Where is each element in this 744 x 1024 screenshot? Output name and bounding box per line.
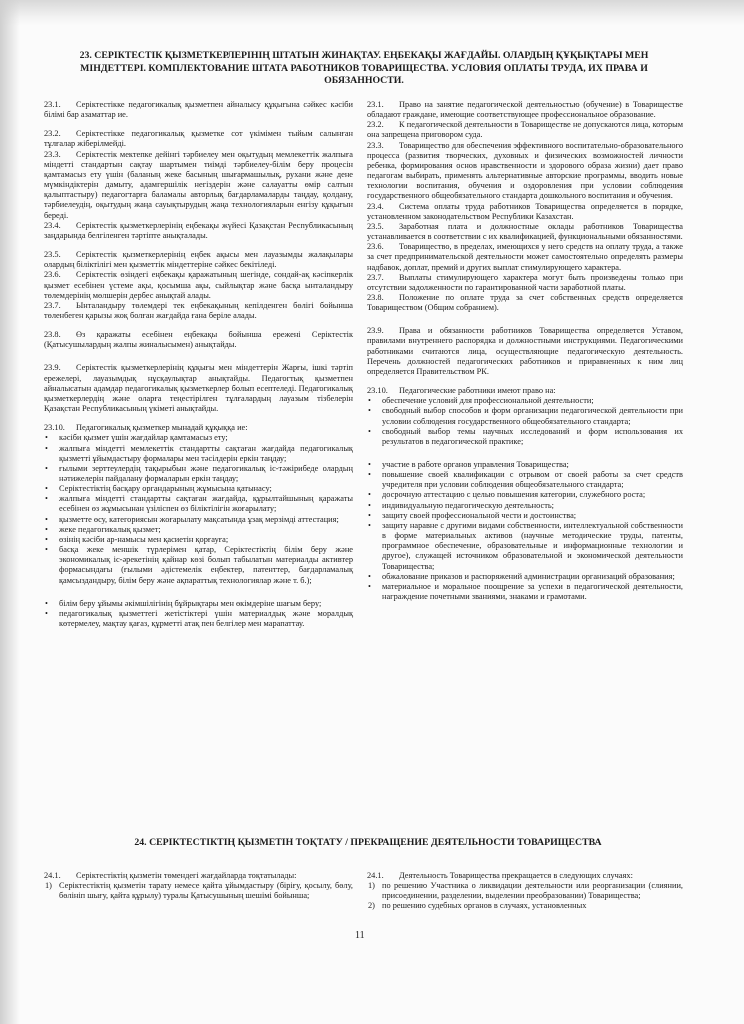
clause-23-2-kz: 23.2. Серіктестікке педагогикалық қызметке сот үкімімен тыйым салынған тұлғалар жіберілмейді. — [44, 129, 353, 149]
list-item: • басқа жеке меншік түрлерімен қатар, Серіктестіктің білім беру және экономикалық іс-әрекетінің қайнар көзі болып табылатын материалды активтер формасындағы (ғылыми әдістемелік еңбектер, патенттер, бағдарламалық қамсыздандыру, білім беру және ақпараттық технологиялар және т. б.); — [45, 545, 353, 585]
section-24-heading: 24. СЕРІКТЕСТІКТІҢ ҚЫЗМЕТІН ТОҚТАТУ / ПРЕКРАЩЕНИЕ ДЕЯТЕЛЬНОСТИ ТОВАРИЩЕСТВА — [134, 837, 602, 848]
scan-shadow-top — [0, 0, 744, 26]
list-item: • участие в работе органов управления Товарищества; — [368, 460, 569, 469]
clause-23-1-kz: 23.1. Серіктестікке педагогикалық қызметпен айналысу құқығына сәйкес кәсіби білімі бар азаматтар ие. — [44, 100, 353, 120]
clause-23-9-ru: 23.9. Права и обязанности работников Товарищества определяется Уставом, правилами внутреннего распорядка и должностными инструкциями. Педагогическими работниками считаются лица, осуществляющие педагогическую деятельность. Перечень должностей педагогических работников и приравненных к ним лиц определяется Правительством РК. — [367, 326, 683, 376]
section-23-ru-column — [367, 100, 683, 602]
clause-23-7-kz: 23.7. Ынталандыру төлемдері тек еңбекақының кепілденген бөлігі бойынша төленбеген қарызы жоқ болған жағдайда ғана беріле алады. — [44, 300, 353, 320]
list-item: • жалпыға міндетті мемлекеттік стандартты сақтаған жағдайда педагогикалық қызметті ұйымдастыру формалары мен тәсілдерін еркін таңдау; — [45, 443, 353, 463]
clause-23-6-kz: 23.6. Серіктестік өзіндегі еңбекақы қаражатының шегінде, сондай-ақ кәсіпкерлік қызмет есебінен үстеме ақы, қосымша ақы, сыйлықтар және басқа ынталандыру төлемдерінің мөлшерін дербес анықтай алады. — [44, 270, 353, 300]
clause-23-6-ru: 23.6. Товарищество, в пределах, имеющихся у него средств на оплату труда, а также за счет предпринимательской деятельности может самостоятельно определять размеры надбавок, доплат, премий и других выплат стимулирующего характера. — [367, 242, 683, 272]
list-item: • кәсіби қызмет үшін жағдайлар қамтамасыз ету; — [45, 433, 228, 443]
list-item: • свободный выбор темы научных исследований и форм использования их результатов в педагогической практике; — [368, 426, 683, 446]
clause-23-8-kz: 23.8. Өз қаражаты есебінен еңбекақы бойынша ережені Серіктестік (Қатысушылардың жалпы жиналысымен) анықтайды. — [44, 330, 353, 350]
list-item: • обеспечение условий для профессиональной деятельности; — [368, 396, 594, 406]
list-item: 2) по решению судебных органов в случаях, установленных — [368, 901, 587, 911]
list-item: • Серіктестіктің басқару органдарының жұмысына қатынасу; — [45, 484, 272, 494]
list-item: 1) по решению Участника о ликвидации деятельности или реорганизации (слиянии, присоединении, разделении, выделении преобразовании) Товарищества; — [368, 881, 683, 901]
clause-23-3-kz: 23.3. Серіктестік мектепке дейінгі тәрбиелеу мен оқытудың мемлекеттік жалпыға міндетті стандартын сақтау шартымен тиімді тәрбиелеу-білім беру процесін қамтамасыз ету үшін (баланың жеке басының шығармашылық, рухани және дене мүмкіндіктерін дамыту, адамгершілік негіздерін және салауатты өмір салтын қалыптастыру) педагогтарға баламалы авторлық бағдарламаларды таңдау, қолдану, тәрбиелеудің, оқытудың жаңа сауықтырудың жаңа технологияларын енгізу құқығын береді. — [44, 149, 353, 220]
list-item: • білім беру ұйымы әкімшілігінің бұйрықтары мен өкімдеріне шағым беру; — [45, 598, 322, 608]
scan-shadow-left — [0, 0, 20, 1024]
list-item: • өзінің кәсіби ар-намысы мен қасиетін қорғауға; — [45, 534, 229, 544]
clause-23-5-kz: 23.5. Серіктестік қызметкерлерінің еңбек ақысы мен лауазымды жалақылары олардың біліктілігі мен қызметтік міндеттеріне сәйкес бекітіледі. — [44, 250, 353, 270]
clause-23-4-kz: 23.4. Серіктестік қызметкерлерінің еңбекақы жүйесі Қазақстан Республикасының заңдарында белгіленген тәртіпте анықталады. — [44, 220, 353, 240]
list-item: • повышение своей квалификации с отрывом от своей работы за счет средств учредителя при условии соблюдения общеобязательного стандарта; — [368, 470, 683, 490]
list-item: • педагогикалық қызметтегі жетістіктері үшін материалдық және моралдық көтермелеу, мақтау қағаз, құрметті атақ пен белгілер мен марапаттау. — [45, 608, 353, 629]
clause-23-7-ru: 23.7. Выплаты стимулирующего характера могут быть произведены только при отсутствии задолженности по гарантированной части заработной платы. — [367, 272, 683, 292]
list-item: 1) Серіктестіктің қызметін тарату немесе қайта ұйымдастыру (біріғу, қосылу, бөлу, бөлініп шығу, қайта құрылу) туралы Қатысушының шешімі бойынша; — [45, 881, 353, 901]
list-item: • защиту наравне с другими видами собственности, интеллектуальной собственности в форме материальных активов (научные методические труды, патенты, программное обеспечение, образовательные и информационные технологии и другое), служащей источником образовательной и экономической деятельности Товарищества; — [368, 520, 683, 571]
clause-23-2-ru: 23.2. К педагогической деятельности в Товариществе не допускаются лица, которым она запрещена приговором суда. — [367, 120, 683, 140]
list-item: • досрочную аттестацию с целью повышения категории, служебного роста; — [368, 490, 646, 500]
list-item: • ғылыми зерттеулердің тақырыбын және педагогикалық іс-тәжірибеде олардың нәтижелерін пайдалану формаларын еркін таңдау; — [45, 463, 353, 483]
clause-23-10-ru: 23.10. Педагогические работники имеют право на: — [367, 386, 556, 396]
list-item: • материальное и моральное поощрение за успехи в педагогической деятельности, награждение почетными званиями, знаками и грамотами. — [368, 581, 683, 602]
list-item: • обжалование приказов и распоряжений администрации организаций образования; — [368, 571, 675, 581]
section-24-kz-column — [44, 871, 353, 901]
list-item: • индивидуальную педагогическую деятельность; — [368, 500, 554, 510]
clause-23-4-ru: 23.4. Система оплаты труда работников Товарищества определяется в порядке, установленном законодательством Республики Казахстан. — [367, 201, 683, 221]
page-number: 11 — [355, 930, 365, 941]
clause-24-1-kz: 24.1. Серіктестіктің қызметін төмендегі жағдайларда тоқтатылады: — [44, 871, 297, 880]
list-item: • жалпыға міндетті стандартты сақтаған жағдайда, құрылтайшының қаражаты есебінен өз жұмысынан үзіліспен өз біліктілігін жоғарылату; — [45, 494, 353, 514]
clause-23-9-kz: 23.9. Серіктестік қызметкерлерінің құқығы мен міндеттерін Жарғы, ішкі тәртіп ережелері, лауазымдық нұсқаулықтар анықтайды. Педагогтық қызметпен айналысатын адамдар педагогикалық қызметкерлер болып есептеледі. Педагогикалық қызметкерлердің және оларға теңестірілген тұлғалардың лауазым тізбелерін Қазақстан Республикасының үкіметі анықтайды. — [44, 363, 353, 414]
clause-23-5-ru: 23.5. Заработная плата и должностные оклады работников Товарищества устанавливается в соответствии с их квалификацией, функциональными обязанностями. — [367, 221, 683, 242]
clause-23-3-ru: 23.3. Товарищество для обеспечения эффективного воспитательно-образовательного процесса (развития творческих, духовных и физических возможностей личности ребенка, формирования основ нравственности и здорового образа жизни) дает право педагогам выбирать, применять альтернативные авторские программы, вводить новые технологии воспитания, обучения и оздоровления при условии соблюдения государственного общеобязательного стандарта дошкольного воспитания и обучения. — [367, 140, 683, 201]
section-24-ru-column — [367, 871, 683, 912]
list-item: • жеке педагогикалық қызмет; — [45, 524, 161, 534]
list-item: • защиту своей профессиональной чести и достоинства; — [368, 510, 577, 520]
clause-23-8-ru: 23.8. Положение по оплате труда за счет собственных средств определяется Товариществом (Общим собранием). — [367, 292, 683, 313]
list-item: • свободный выбор способов и форм организации педагогической деятельности при условии соблюдения государственного общеобязательного стандарта; — [368, 406, 683, 426]
clause-23-10-kz: 23.10. Педагогикалық қызметкер мынадай құқыққа ие: — [44, 423, 248, 433]
clause-23-1-ru: 23.1. Право на занятие педагогической деятельностью (обучение) в Товариществе обладают граждане, имеющие соответствующее профессиональное образование. — [367, 100, 683, 120]
list-item: • қызметте өсу, категориясын жоғарылату мақсатында ұзақ мерзімді аттестация; — [45, 514, 339, 524]
section-23-heading: 23. СЕРІКТЕСТІК ҚЫЗМЕТКЕРЛЕРІНІҢ ШТАТЫН ЖИНАҚТАУ. ЕҢБЕКАҚЫ ЖАҒДАЙЫ. ОЛАРДЫҢ ҚҰҚЫҚТАРЫ МЕН МІНДЕТТЕРІ. КОМПЛЕКТОВАНИЕ ШТАТА РАБОТНИКОВ ТОВАРИЩЕСТВА. УСЛОВИЯ ОПЛАТЫ ТРУДА, ИХ ПРАВА И ОБЯЗАННОСТИ. — [79, 50, 649, 86]
section-23-kz-column — [44, 100, 353, 629]
clause-24-1-ru: 24.1. Деятельность Товарищества прекращается в следующих случаях: — [367, 871, 633, 880]
